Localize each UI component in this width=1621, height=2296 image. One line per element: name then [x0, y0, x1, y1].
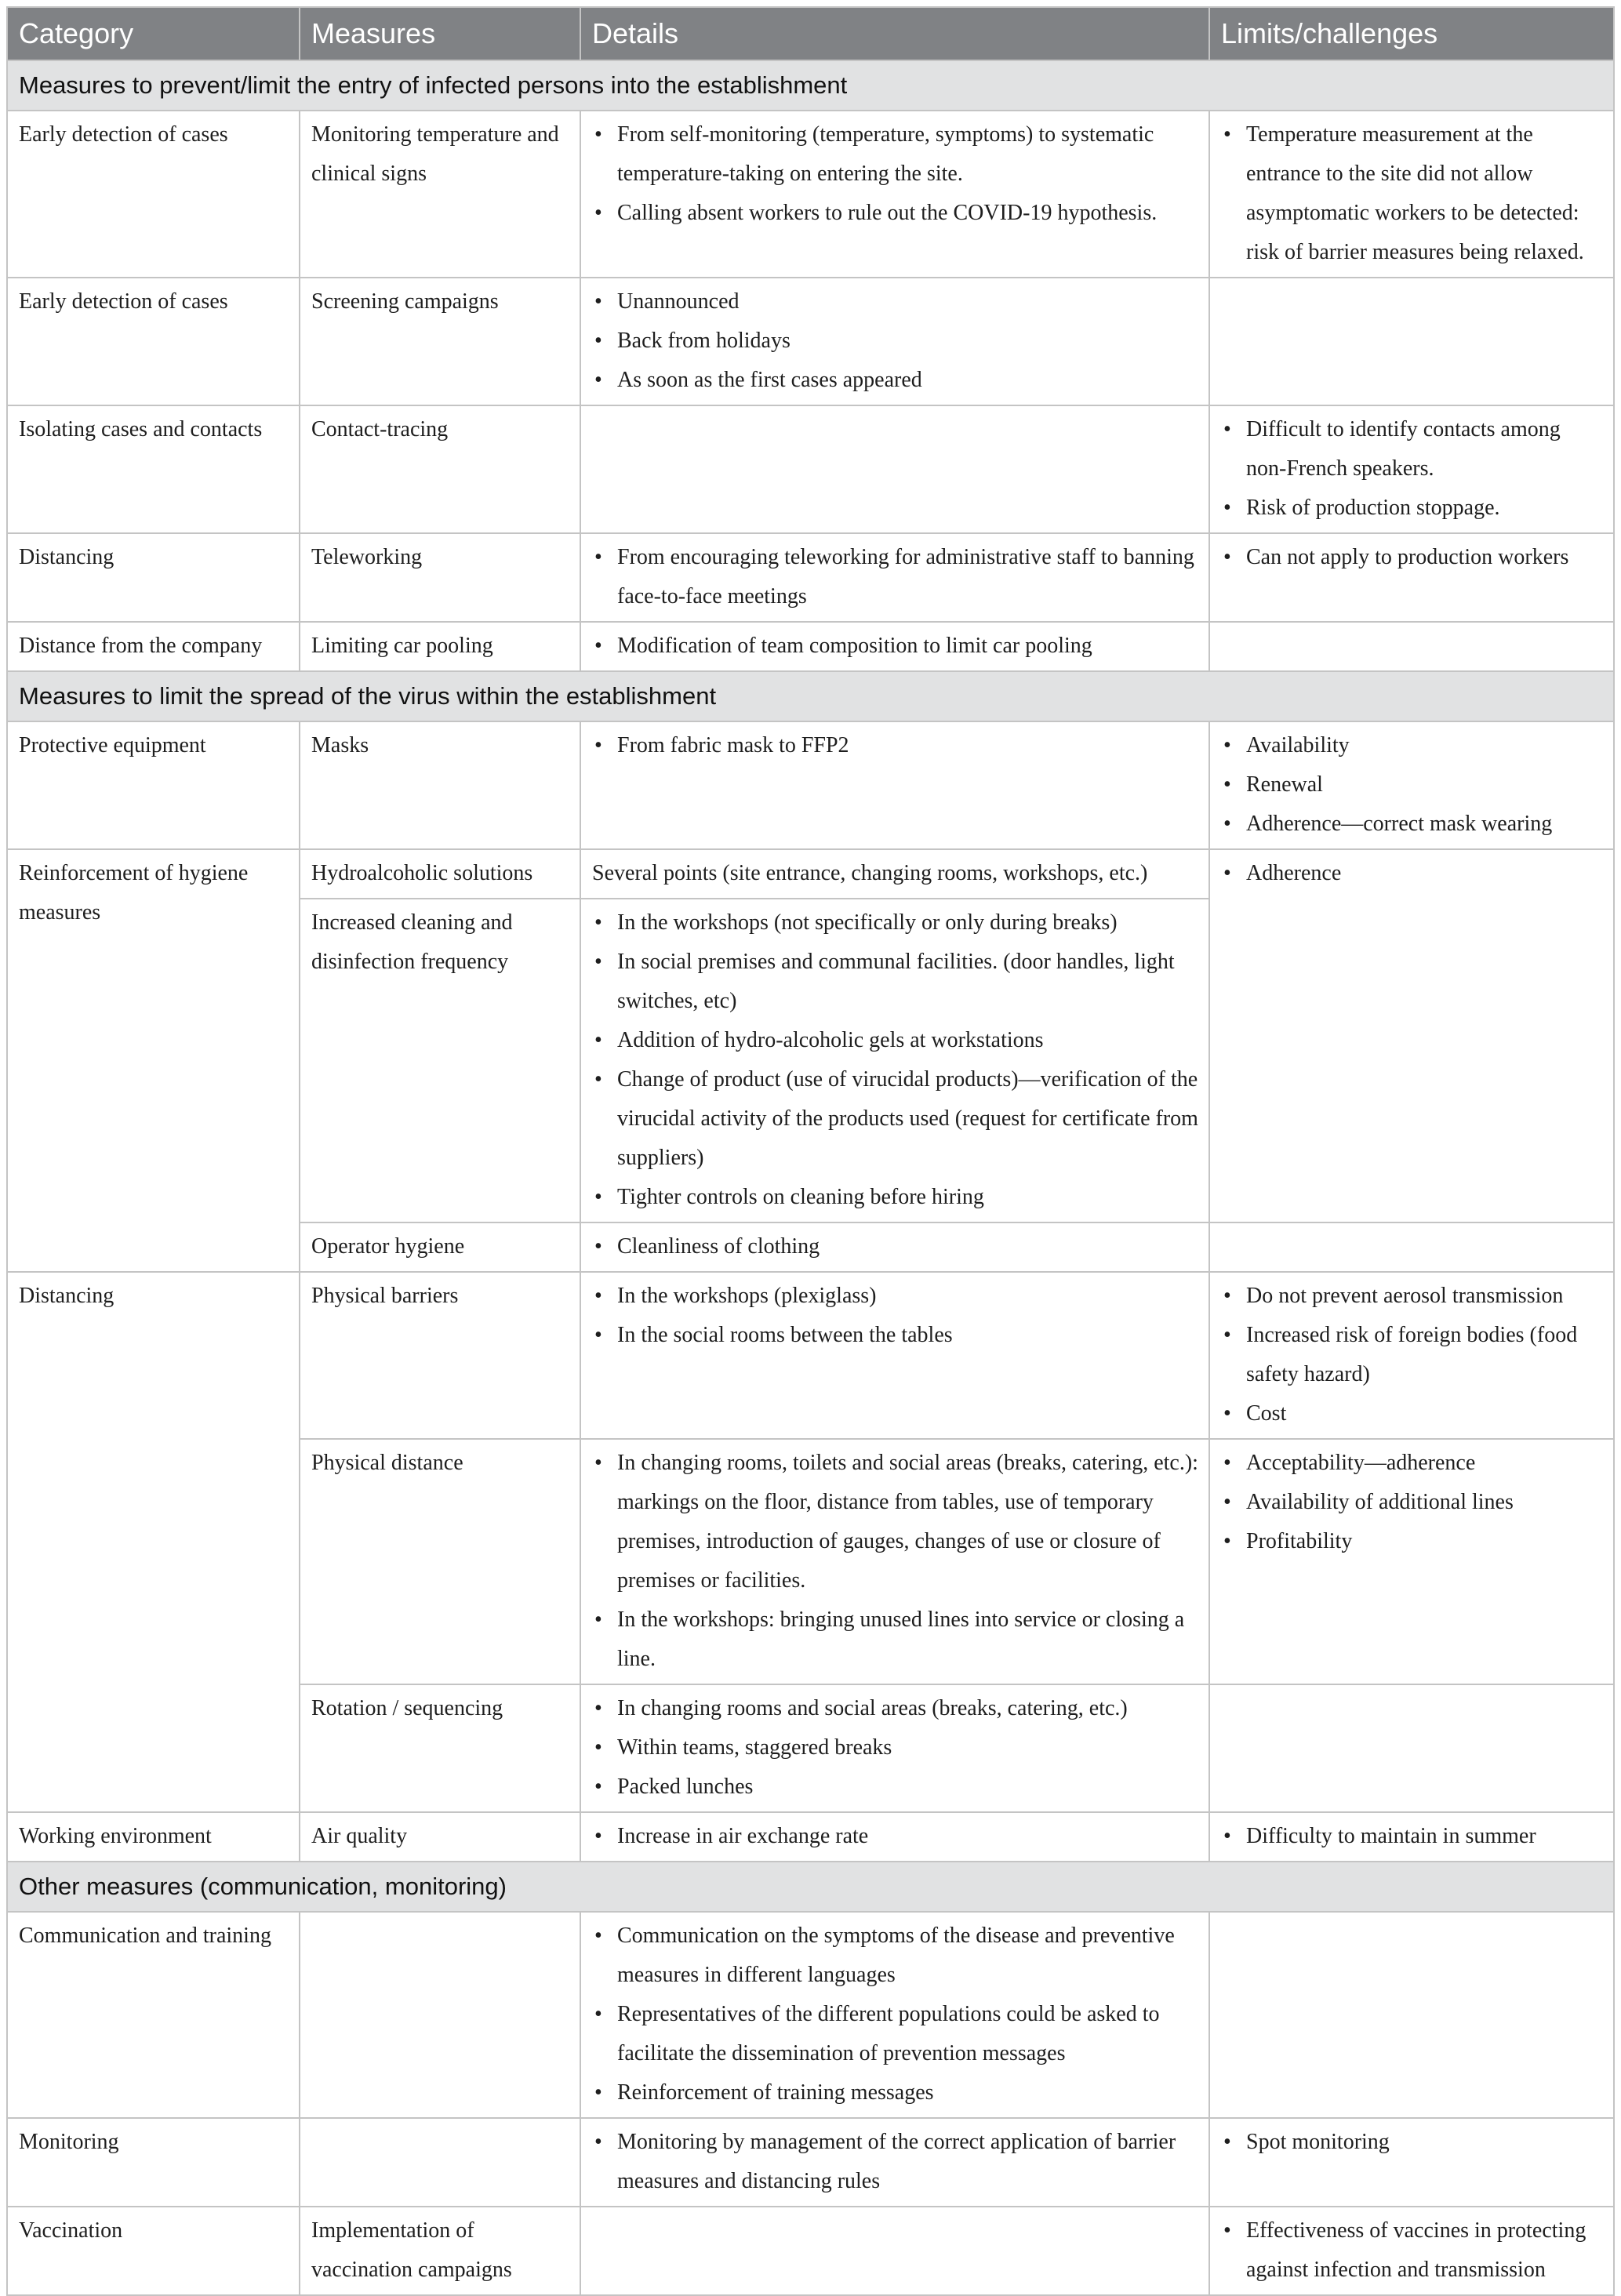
list-item: • Within teams, staggered breaks — [617, 1728, 1199, 1767]
table-row — [7, 1912, 1614, 2118]
category-cell: Monitoring — [7, 2118, 300, 2207]
bullet-list — [1221, 1277, 1604, 1433]
category-cell: Communication and training — [7, 1912, 300, 2118]
table-row — [7, 533, 1614, 622]
list-item: • Do not prevent aerosol transmission — [1246, 1277, 1604, 1316]
list-item: • In the workshops (not specifically or only during breaks) — [617, 903, 1199, 943]
category-cell: Protective equipment — [7, 721, 300, 849]
measures-cell: Contact-tracing — [300, 405, 580, 533]
list-item: • Acceptability—adherence — [1246, 1444, 1604, 1483]
limits-cell — [1209, 1912, 1614, 2118]
list-item: • Difficult to identify contacts among non-French speakers. — [1246, 410, 1604, 489]
limits-cell — [1209, 1272, 1614, 1439]
bullet-list — [1221, 2123, 1604, 2162]
bullet-list — [592, 1227, 1199, 1266]
table-row — [7, 2118, 1614, 2207]
limits-cell — [1209, 1812, 1614, 1862]
category-cell: Distance from the company — [7, 622, 300, 671]
category-cell: Reinforcement of hygiene measures — [7, 849, 300, 1272]
measures-cell: Screening campaigns — [300, 278, 580, 405]
details-cell — [580, 899, 1209, 1222]
section-title: Measures to limit the spread of the virus within the establishment — [7, 671, 1614, 721]
list-item: • Addition of hydro-alcoholic gels at workstations — [617, 1021, 1199, 1060]
measures-cell: Monitoring temperature and clinical signs — [300, 111, 580, 278]
list-item: • Back from holidays — [617, 322, 1199, 361]
bullet-list — [592, 1689, 1199, 1807]
bullet-list — [1221, 854, 1604, 893]
section-title: Measures to prevent/limit the entry of infected persons into the establishment — [7, 60, 1614, 111]
measures-cell: Rotation / sequencing — [300, 1684, 580, 1812]
details-cell — [580, 622, 1209, 671]
category-cell: Early detection of cases — [7, 278, 300, 405]
section-row — [7, 60, 1614, 111]
list-item: • Packed lunches — [617, 1767, 1199, 1807]
measures-cell — [300, 1912, 580, 2118]
list-item: • Renewal — [1246, 765, 1604, 805]
limits-cell — [1209, 622, 1614, 671]
table-body — [7, 60, 1614, 2295]
limits-cell — [1209, 1439, 1614, 1684]
list-item: • As soon as the first cases appeared — [617, 361, 1199, 400]
list-item: • Calling absent workers to rule out the COVID-19 hypothesis. — [617, 194, 1199, 233]
measures-cell: Hydroalcoholic solutions — [300, 849, 580, 899]
list-item: • Can not apply to production workers — [1246, 538, 1604, 577]
details-cell — [580, 1812, 1209, 1862]
bullet-list — [1221, 538, 1604, 577]
list-item: • Modification of team composition to limit car pooling — [617, 627, 1199, 666]
table-row — [7, 849, 1614, 899]
table-row — [7, 1812, 1614, 1862]
list-item: • Cleanliness of clothing — [617, 1227, 1199, 1266]
table-row — [7, 405, 1614, 533]
header-limits: Limits/challenges — [1209, 7, 1614, 60]
list-item: • Profitability — [1246, 1522, 1604, 1561]
list-item: • Risk of production stoppage. — [1246, 489, 1604, 528]
details-cell — [580, 2207, 1209, 2295]
bullet-list — [1221, 115, 1604, 272]
list-item: • Reinforcement of training messages — [617, 2073, 1199, 2113]
bullet-list — [592, 1277, 1199, 1355]
table-row — [7, 2207, 1614, 2295]
details-cell — [580, 405, 1209, 533]
list-item: • In the workshops (plexiglass) — [617, 1277, 1199, 1316]
category-cell: Early detection of cases — [7, 111, 300, 278]
list-item: • Change of product (use of virucidal products)—verification of the virucidal activity of the products used (request for certificate from suppliers) — [617, 1060, 1199, 1178]
section-title: Other measures (communication, monitoring) — [7, 1862, 1614, 1912]
bullet-list — [1221, 1817, 1604, 1856]
limits-cell — [1209, 721, 1614, 849]
list-item: • Effectiveness of vaccines in protecting against infection and transmission — [1246, 2211, 1604, 2290]
bullet-list — [592, 115, 1199, 233]
bullet-list — [592, 1916, 1199, 2113]
category-cell: Distancing — [7, 533, 300, 622]
details-cell — [580, 111, 1209, 278]
bullet-list — [592, 1817, 1199, 1856]
table-row — [7, 1272, 1614, 1439]
bullet-list — [1221, 2211, 1604, 2290]
list-item: • In the workshops: bringing unused lines into service or closing a line. — [617, 1600, 1199, 1679]
header-row — [7, 7, 1614, 60]
bullet-list — [1221, 410, 1604, 528]
table-row — [7, 622, 1614, 671]
limits-cell — [1209, 849, 1614, 1222]
category-cell: Vaccination — [7, 2207, 300, 2295]
limits-cell — [1209, 111, 1614, 278]
list-item: • Difficulty to maintain in summer — [1246, 1817, 1604, 1856]
measures-cell: Masks — [300, 721, 580, 849]
section-row — [7, 671, 1614, 721]
list-item: • In changing rooms, toilets and social areas (breaks, catering, etc.): markings on the floor, distance from tables, use of temporary premises, introduction of gauges, changes of use or closure of premises or facilities. — [617, 1444, 1199, 1600]
section-row — [7, 1862, 1614, 1912]
list-item: • In social premises and communal facilities. (door handles, light switches, etc) — [617, 943, 1199, 1021]
measures-cell: Physical distance — [300, 1439, 580, 1684]
details-cell — [580, 1684, 1209, 1812]
bullet-list — [592, 282, 1199, 400]
measures-cell: Implementation of vaccination campaigns — [300, 2207, 580, 2295]
table-row — [7, 278, 1614, 405]
list-item: • Monitoring by management of the correct application of barrier measures and distancing rules — [617, 2123, 1199, 2201]
list-item: • Increased risk of foreign bodies (food safety hazard) — [1246, 1316, 1604, 1394]
limits-cell — [1209, 2207, 1614, 2295]
details-cell — [580, 721, 1209, 849]
details-cell — [580, 278, 1209, 405]
measures-cell: Physical barriers — [300, 1272, 580, 1439]
details-cell — [580, 2118, 1209, 2207]
list-item: • Unannounced — [617, 282, 1199, 322]
list-item: • In the social rooms between the tables — [617, 1316, 1199, 1355]
list-item: • Cost — [1246, 1394, 1604, 1433]
table-row — [7, 111, 1614, 278]
header-details: Details — [580, 7, 1209, 60]
list-item: • Availability of additional lines — [1246, 1483, 1604, 1522]
category-cell: Working environment — [7, 1812, 300, 1862]
list-item: • From fabric mask to FFP2 — [617, 726, 1199, 765]
list-item: • Increase in air exchange rate — [617, 1817, 1199, 1856]
measures-table — [6, 6, 1615, 2296]
bullet-list — [1221, 1444, 1604, 1561]
limits-cell — [1209, 533, 1614, 622]
bullet-list — [1221, 726, 1604, 844]
measures-cell: Operator hygiene — [300, 1222, 580, 1272]
bullet-list — [592, 726, 1199, 765]
limits-cell — [1209, 405, 1614, 533]
measures-cell — [300, 2118, 580, 2207]
measures-cell: Limiting car pooling — [300, 622, 580, 671]
list-item: • Communication on the symptoms of the disease and preventive measures in different languages — [617, 1916, 1199, 1995]
list-item: • From self-monitoring (temperature, symptoms) to systematic temperature-taking on entering the site. — [617, 115, 1199, 194]
list-item: • From encouraging teleworking for administrative staff to banning face-to-face meetings — [617, 538, 1199, 616]
list-item: • Availability — [1246, 726, 1604, 765]
limits-cell — [1209, 278, 1614, 405]
list-item: • Temperature measurement at the entrance to the site did not allow asymptomatic workers to be detected: risk of barrier measures being relaxed. — [1246, 115, 1604, 272]
list-item: • Representatives of the different populations could be asked to facilitate the dissemination of prevention messages — [617, 1995, 1199, 2073]
bullet-list — [592, 627, 1199, 666]
list-item: • Adherence—correct mask wearing — [1246, 805, 1604, 844]
details-cell — [580, 1272, 1209, 1439]
measures-cell: Teleworking — [300, 533, 580, 622]
details-cell: Several points (site entrance, changing rooms, workshops, etc.) — [580, 849, 1209, 899]
limits-cell — [1209, 2118, 1614, 2207]
limits-cell — [1209, 1222, 1614, 1272]
limits-cell — [1209, 1684, 1614, 1812]
header-measures: Measures — [300, 7, 580, 60]
details-cell — [580, 1222, 1209, 1272]
bullet-list — [592, 1444, 1199, 1679]
list-item: • Adherence — [1246, 854, 1604, 893]
table-row — [7, 721, 1614, 849]
bullet-list — [592, 2123, 1199, 2201]
details-cell — [580, 1439, 1209, 1684]
details-cell — [580, 1912, 1209, 2118]
bullet-list — [592, 903, 1199, 1217]
details-cell — [580, 533, 1209, 622]
measures-cell: Increased cleaning and disinfection frequency — [300, 899, 580, 1222]
list-item: • In changing rooms and social areas (breaks, catering, etc.) — [617, 1689, 1199, 1728]
list-item: • Tighter controls on cleaning before hiring — [617, 1178, 1199, 1217]
header-category: Category — [7, 7, 300, 60]
measures-cell: Air quality — [300, 1812, 580, 1862]
list-item: • Spot monitoring — [1246, 2123, 1604, 2162]
bullet-list — [592, 538, 1199, 616]
category-cell: Isolating cases and contacts — [7, 405, 300, 533]
category-cell: Distancing — [7, 1272, 300, 1812]
